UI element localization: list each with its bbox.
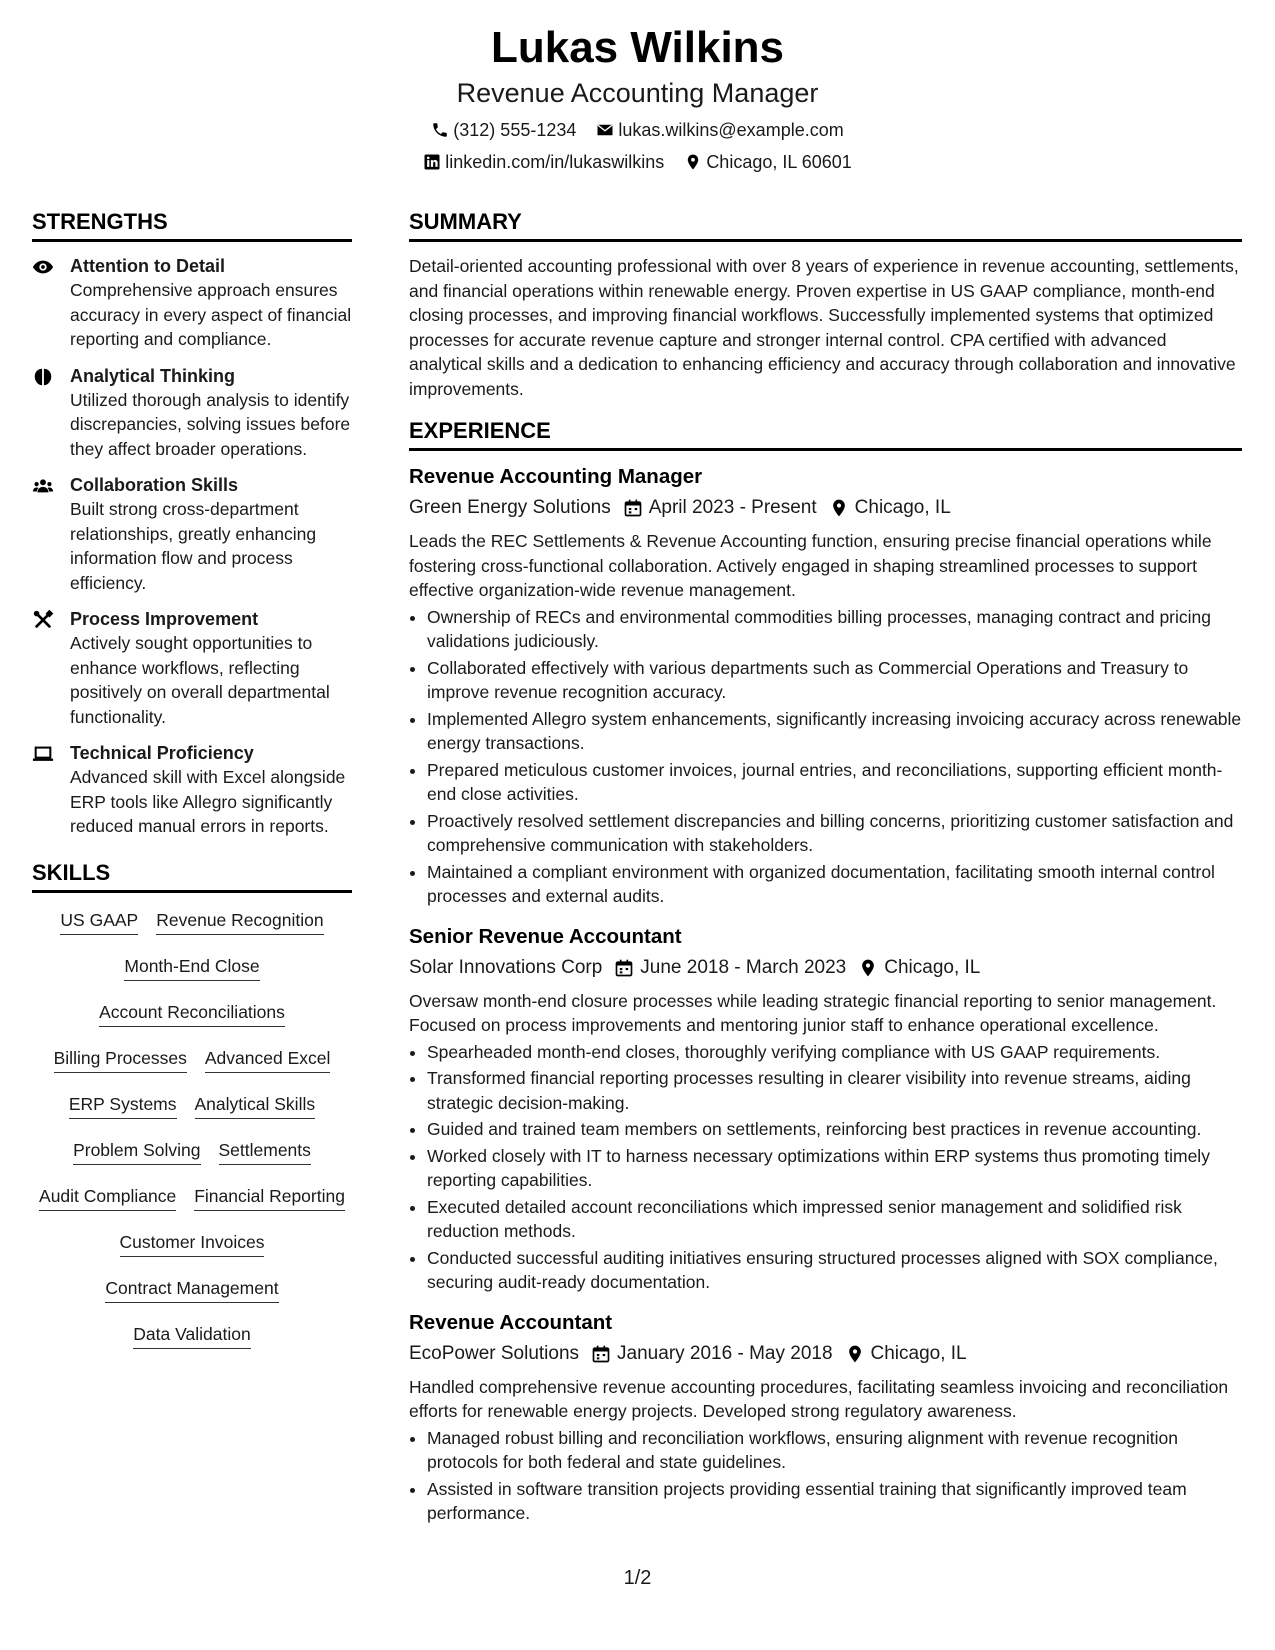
job-bullet: • Managed robust billing and reconciliation workflows, ensuring alignment with revenue recognition protocols for both federal and state guidelines. (427, 1426, 1242, 1475)
strengths-heading: STRENGTHS (32, 208, 352, 242)
skill-tag: Month-End Close (124, 955, 259, 981)
location-contact (684, 150, 851, 174)
strength-desc: Advanced skill with Excel alongside ERP tools like Allegro significantly reduced manual errors in reports. (70, 767, 346, 836)
map-pin-icon (829, 498, 849, 518)
linkedin-contact[interactable] (423, 150, 664, 174)
resume-header (0, 22, 1275, 174)
phone-contact (431, 118, 576, 142)
strength-desc: Utilized thorough analysis to identify discrepancies, solving issues before they affect broader operations. (70, 389, 351, 459)
laptop-icon (32, 743, 54, 765)
job-dates (591, 1339, 832, 1369)
email-text: lukas.wilkins@example.com (618, 120, 844, 140)
skill-tag: Advanced Excel (205, 1047, 331, 1073)
job-entry (409, 923, 1242, 1295)
job-bullet: • Transformed financial reporting processes resulting in clearer visibility into revenue streams, aiding strategic decision-making. (427, 1066, 1242, 1115)
candidate-name: Lukas Wilkins (490, 23, 785, 72)
strength-title: Attention to Detail (70, 256, 225, 276)
strength-desc: Built strong cross-department relationships, greatly enhancing information flow and process efficiency. (70, 499, 317, 593)
job-bullet: • Ownership of RECs and environmental commodities billing processes, managing contract and pricing validations judiciously. (427, 605, 1242, 654)
skills-list (32, 905, 352, 1349)
skill-tag: ERP Systems (69, 1093, 177, 1119)
envelope-icon (596, 121, 614, 139)
job-description: Handled comprehensive revenue accounting procedures, facilitating seamless invoicing and reconciliation efforts for renewable energy projects. Developed strong regulatory awareness. (409, 1376, 1229, 1421)
job-entry (409, 1309, 1242, 1526)
tools-icon (32, 609, 54, 631)
job-bullets (409, 1040, 1242, 1295)
linkedin-text: linkedin.com/in/lukaswilkins (445, 152, 665, 172)
eye-icon (32, 256, 54, 278)
strength-item (32, 254, 352, 352)
summary-text: Detail-oriented accounting professional with over 8 years of experience in revenue accounting, settlements, and financial operations within renewable energy. Proven expertise in US GAAP compliance, month-end closing processes, and improving financial workflows. Successfully implemented systems that optimized processes for accurate revenue capture and stronger internal control. CPA certified with advanced analytical skills and a dedication to enhancing efficiency and accuracy through collaboration and innovative improvements. (409, 256, 1239, 399)
job-location-text: Chicago, IL (854, 497, 951, 518)
job-location (858, 953, 980, 983)
phone-text: (312) 555-1234 (453, 120, 577, 140)
job-dates-text: January 2016 - May 2018 (617, 1342, 833, 1364)
map-pin-icon (858, 958, 878, 978)
left-column (32, 208, 352, 1349)
email-contact[interactable] (596, 118, 843, 142)
skill-tag: US GAAP (60, 909, 138, 935)
users-icon (32, 475, 54, 497)
strength-desc: Actively sought opportunities to enhance workflows, reflecting positively on overall departmental functionality. (70, 633, 330, 727)
candidate-title: Revenue Accounting Manager (456, 78, 819, 108)
strength-title: Technical Proficiency (70, 743, 254, 763)
job-meta (409, 1339, 1242, 1369)
summary-heading: SUMMARY (409, 208, 1242, 242)
map-pin-icon (845, 1344, 865, 1364)
skill-tag: Settlements (219, 1139, 311, 1165)
strength-title: Process Improvement (70, 609, 259, 629)
job-dates-text: June 2018 - March 2023 (640, 956, 847, 978)
job-company: Green Energy Solutions (409, 497, 611, 518)
job-bullets (409, 1426, 1242, 1526)
strength-item (32, 473, 352, 595)
strength-item (32, 364, 352, 462)
job-bullet: • Maintained a compliant environment with organized documentation, facilitating smooth internal control processes and external audits. (427, 860, 1242, 909)
job-location-text: Chicago, IL (870, 1342, 967, 1364)
job-bullet: • Conducted successful auditing initiatives ensuring structured processes aligned with SOX compliance, securing audit-ready documentation. (427, 1246, 1242, 1295)
job-location (845, 1339, 967, 1369)
skill-tag: Account Reconciliations (99, 1001, 285, 1027)
strength-title: Collaboration Skills (70, 475, 239, 495)
job-bullet: • Assisted in software transition projects providing essential training that significantly improved team performance. (427, 1477, 1242, 1526)
skill-tag: Billing Processes (54, 1047, 187, 1073)
job-title: Revenue Accounting Manager (409, 465, 703, 488)
job-title: Revenue Accountant (409, 1310, 613, 1334)
strength-title: Analytical Thinking (70, 365, 236, 386)
skill-tag: Audit Compliance (39, 1185, 176, 1211)
job-meta (409, 953, 1242, 983)
brain-icon (32, 366, 54, 388)
job-company: EcoPower Solutions (409, 1342, 580, 1364)
strength-item (32, 741, 352, 839)
calendar-icon (591, 1344, 611, 1364)
skill-tag: Financial Reporting (194, 1185, 345, 1211)
job-description: Leads the REC Settlements & Revenue Accounting function, ensuring precise financial operations while fostering cross-functional collaboration. Actively engaged in shaping streamlined processes to support effective organization-wide revenue management. (409, 531, 1212, 600)
job-description: Oversaw month-end closure processes while leading strategic financial reporting to senior management. Focused on process improvements and mentoring junior staff to enhance operational excellence. (409, 990, 1217, 1035)
job-bullet: • Implemented Allegro system enhancements, significantly increasing invoicing accuracy across renewable energy transactions. (427, 707, 1242, 756)
job-bullet: • Prepared meticulous customer invoices, journal entries, and reconciliations, supporting efficient month-end close activities. (427, 758, 1242, 807)
job-bullet: • Proactively resolved settlement discrepancies and billing concerns, prioritizing customer satisfaction and comprehensive communication with stakeholders. (427, 809, 1242, 858)
strength-item (32, 607, 352, 729)
job-dates (623, 493, 817, 523)
job-location-text: Chicago, IL (884, 956, 981, 978)
linkedin-icon (423, 153, 441, 171)
strength-desc: Comprehensive approach ensures accuracy in every aspect of financial reporting and compliance. (70, 280, 352, 349)
job-bullet: • Spearheaded month-end closes, thoroughly verifying compliance with US GAAP requirements. (427, 1040, 1242, 1065)
job-dates (614, 953, 846, 983)
skill-tag: Revenue Recognition (156, 909, 323, 935)
skill-tag: Data Validation (133, 1323, 250, 1349)
skill-tag: Customer Invoices (120, 1231, 265, 1257)
experience-list (409, 463, 1242, 1526)
job-bullet: • Collaborated effectively with various departments such as Commercial Operations and Treasury to improve revenue recognition accuracy. (427, 656, 1242, 705)
job-company: Solar Innovations Corp (409, 956, 603, 978)
job-bullet: • Worked closely with IT to harness necessary optimizations within ERP systems thus promoting timely reporting capabilities. (427, 1144, 1242, 1193)
skill-tag: Contract Management (105, 1277, 278, 1303)
right-column (409, 208, 1242, 1540)
map-pin-icon (684, 153, 702, 171)
job-bullets (409, 605, 1242, 909)
contact-row (0, 118, 1275, 142)
calendar-icon (623, 498, 643, 518)
contact-row-2 (0, 150, 1275, 174)
job-bullet: • Executed detailed account reconciliations which impressed senior management and solidified risk reduction methods. (427, 1195, 1242, 1244)
job-title: Senior Revenue Accountant (409, 924, 682, 948)
skills-heading: SKILLS (32, 859, 352, 893)
job-location (829, 493, 951, 523)
experience-heading: EXPERIENCE (409, 417, 1242, 451)
skill-tag: Analytical Skills (195, 1093, 316, 1119)
page-number: 1/2 (623, 1567, 652, 1589)
job-meta (409, 493, 1242, 523)
phone-icon (431, 121, 449, 139)
job-dates-text: April 2023 - Present (648, 497, 817, 518)
skill-tag: Problem Solving (73, 1139, 200, 1165)
job-entry (409, 463, 1242, 909)
job-bullet: • Guided and trained team members on settlements, reinforcing best practices in revenue accounting. (427, 1117, 1242, 1142)
location-text: Chicago, IL 60601 (706, 152, 852, 172)
calendar-icon (614, 958, 634, 978)
